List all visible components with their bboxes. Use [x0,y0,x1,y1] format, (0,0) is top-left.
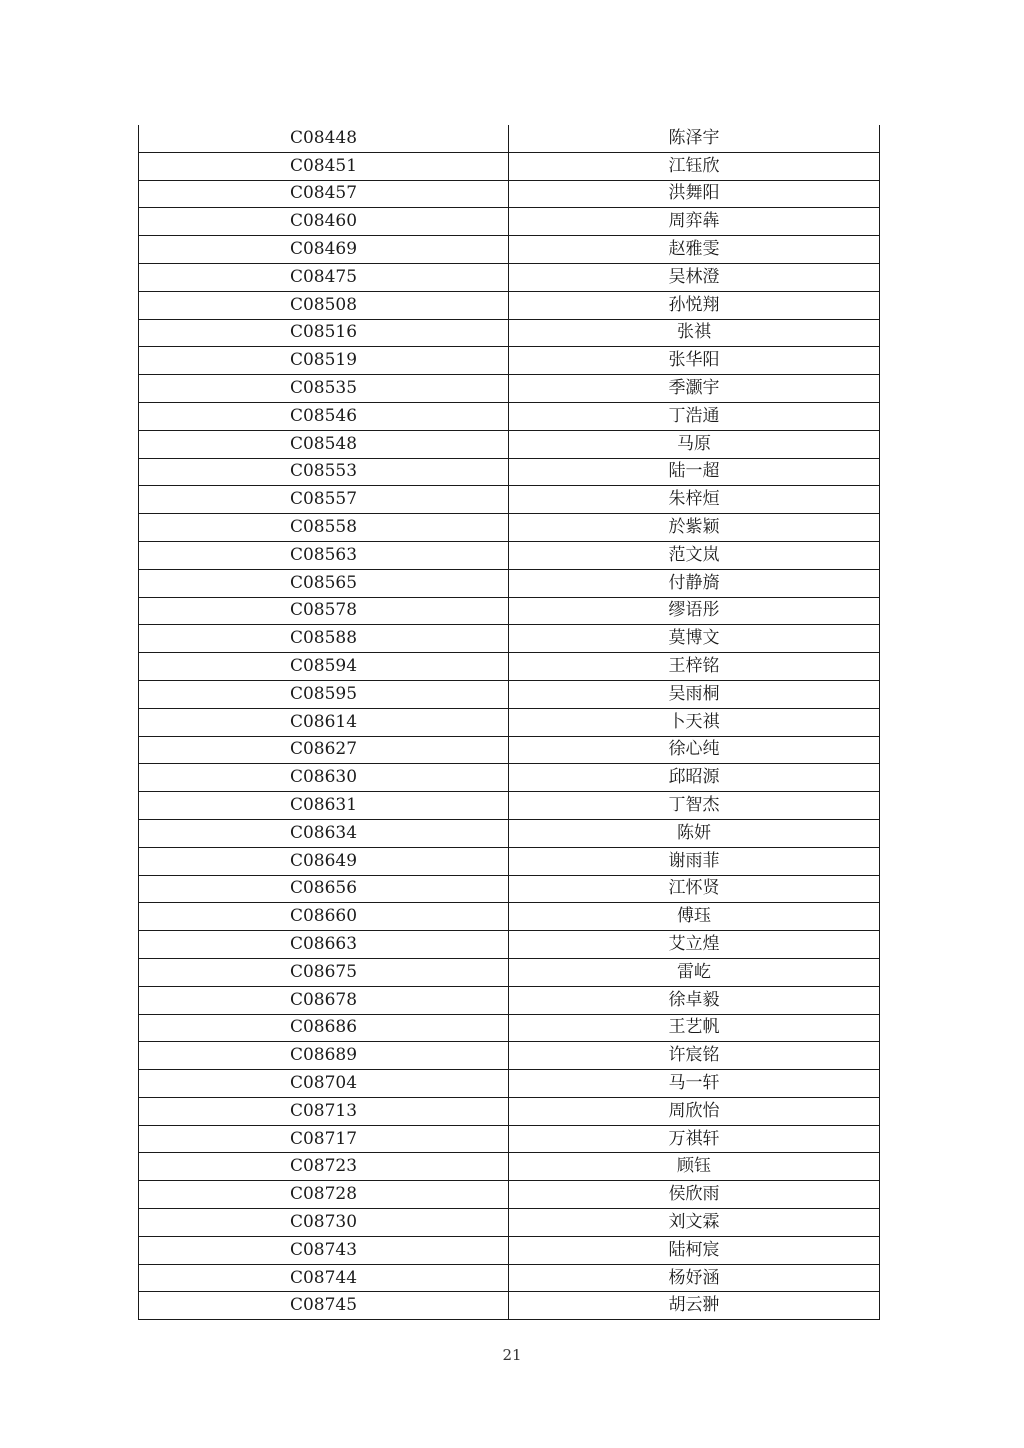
student-id-cell: C08728 [139,1181,509,1209]
student-id-cell: C08730 [139,1209,509,1237]
table-row [139,347,880,375]
student-id-cell: C08630 [139,764,509,792]
student-id-cell: C08656 [139,875,509,903]
student-name-cell: 丁智杰 [509,792,880,820]
table-row [139,847,880,875]
table-row [139,875,880,903]
student-name-cell: 江怀贤 [509,875,880,903]
table-row [139,430,880,458]
student-id-cell: C08516 [139,319,509,347]
page-number: 21 [502,1346,522,1364]
student-id-cell: C08704 [139,1070,509,1098]
student-name-cell: 付静旖 [509,569,880,597]
student-id-cell: C08563 [139,541,509,569]
student-id-cell: C08627 [139,736,509,764]
student-name-cell: 缪语彤 [509,597,880,625]
student-id-cell: C08594 [139,653,509,681]
student-id-cell: C08686 [139,1014,509,1042]
student-id-cell: C08548 [139,430,509,458]
table-row [139,125,880,152]
table-row [139,736,880,764]
student-id-cell: C08535 [139,375,509,403]
student-id-cell: C08451 [139,152,509,180]
student-name-cell: 朱梓烜 [509,486,880,514]
student-id-cell: C08448 [139,125,509,152]
table-row [139,1181,880,1209]
table-row [139,541,880,569]
table-row [139,208,880,236]
student-id-cell: C08558 [139,514,509,542]
student-id-cell: C08649 [139,847,509,875]
student-name-cell: 周弈犇 [509,208,880,236]
student-name-cell: 徐心纯 [509,736,880,764]
student-name-cell: 张华阳 [509,347,880,375]
student-id-cell: C08723 [139,1153,509,1181]
table-row [139,514,880,542]
student-id-cell: C08631 [139,792,509,820]
student-name-cell: 周欣怡 [509,1097,880,1125]
student-id-cell: C08595 [139,680,509,708]
table-row [139,1264,880,1292]
student-name-cell: 侯欣雨 [509,1181,880,1209]
student-id-cell: C08717 [139,1125,509,1153]
table-row [139,486,880,514]
student-id-cell: C08614 [139,708,509,736]
table-row [139,903,880,931]
student-id-cell: C08663 [139,931,509,959]
student-id-cell: C08660 [139,903,509,931]
student-id-cell: C08557 [139,486,509,514]
table-row [139,792,880,820]
roster-body [139,125,880,1320]
table-row [139,1292,880,1320]
table-row [139,625,880,653]
student-name-cell: 陆柯宸 [509,1236,880,1264]
student-name-cell: 王艺帆 [509,1014,880,1042]
table-row [139,819,880,847]
roster-table [138,125,880,1320]
student-id-cell: C08457 [139,180,509,208]
student-name-cell: 洪舞阳 [509,180,880,208]
student-name-cell: 傅珏 [509,903,880,931]
table-row [139,764,880,792]
table-row [139,1097,880,1125]
table-row [139,152,880,180]
table-row [139,653,880,681]
table-row [139,680,880,708]
student-id-cell: C08460 [139,208,509,236]
student-id-cell: C08745 [139,1292,509,1320]
student-name-cell: 马一轩 [509,1070,880,1098]
student-name-cell: 万祺轩 [509,1125,880,1153]
student-name-cell: 王梓铭 [509,653,880,681]
student-name-cell: 季灏宇 [509,375,880,403]
student-id-cell: C08519 [139,347,509,375]
student-id-cell: C08689 [139,1042,509,1070]
student-name-cell: 雷屹 [509,958,880,986]
student-name-cell: 范文岚 [509,541,880,569]
table-row [139,569,880,597]
student-name-cell: 徐卓毅 [509,986,880,1014]
table-row [139,958,880,986]
table-row [139,180,880,208]
table-row [139,986,880,1014]
student-name-cell: 马原 [509,430,880,458]
student-name-cell: 谢雨菲 [509,847,880,875]
student-name-cell: 吴林澄 [509,263,880,291]
table-row [139,1209,880,1237]
student-id-cell: C08508 [139,291,509,319]
student-name-cell: 陈妍 [509,819,880,847]
student-name-cell: 吴雨桐 [509,680,880,708]
student-name-cell: 卜天祺 [509,708,880,736]
table-row [139,375,880,403]
student-id-cell: C08743 [139,1236,509,1264]
table-row [139,236,880,264]
student-id-cell: C08675 [139,958,509,986]
table-row [139,263,880,291]
student-name-cell: 莫博文 [509,625,880,653]
student-name-cell: 张祺 [509,319,880,347]
student-name-cell: 许宸铭 [509,1042,880,1070]
table-row [139,1125,880,1153]
student-name-cell: 陆一超 [509,458,880,486]
student-id-cell: C08588 [139,625,509,653]
table-row [139,1014,880,1042]
student-id-cell: C08546 [139,402,509,430]
table-row [139,1153,880,1181]
student-id-cell: C08634 [139,819,509,847]
student-id-cell: C08565 [139,569,509,597]
student-id-cell: C08475 [139,263,509,291]
student-name-cell: 邱昭源 [509,764,880,792]
student-name-cell: 刘文霖 [509,1209,880,1237]
table-row [139,319,880,347]
student-id-cell: C08744 [139,1264,509,1292]
table-row [139,1042,880,1070]
student-id-cell: C08553 [139,458,509,486]
student-id-cell: C08469 [139,236,509,264]
student-name-cell: 胡云翀 [509,1292,880,1320]
table-row [139,708,880,736]
student-id-cell: C08713 [139,1097,509,1125]
student-name-cell: 孙悦翔 [509,291,880,319]
student-name-cell: 江钰欣 [509,152,880,180]
table-row [139,931,880,959]
student-id-cell: C08578 [139,597,509,625]
table-row [139,291,880,319]
table-row [139,458,880,486]
table-row [139,1236,880,1264]
student-name-cell: 丁浩通 [509,402,880,430]
student-name-cell: 陈泽宇 [509,125,880,152]
table-row [139,1070,880,1098]
student-name-cell: 杨妤涵 [509,1264,880,1292]
student-name-cell: 艾立煌 [509,931,880,959]
student-name-cell: 於紫颖 [509,514,880,542]
student-name-cell: 顾钰 [509,1153,880,1181]
table-row [139,402,880,430]
student-name-cell: 赵雅雯 [509,236,880,264]
table-row [139,597,880,625]
student-id-cell: C08678 [139,986,509,1014]
